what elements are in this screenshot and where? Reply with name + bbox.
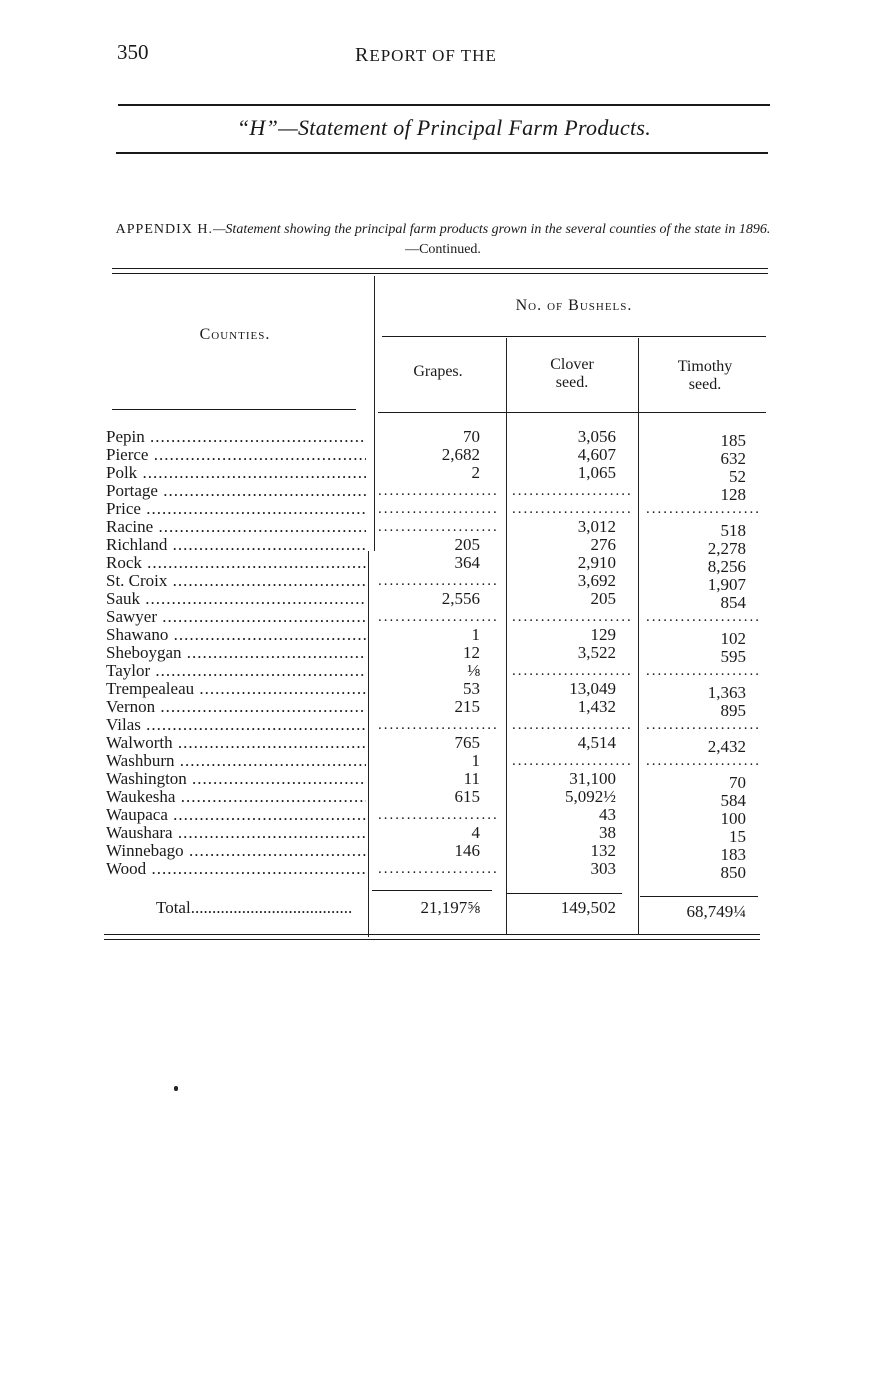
ink-speck xyxy=(174,1086,178,1091)
county-name: Pierce ..... xyxy=(106,446,366,464)
grapes-leader-dots xyxy=(378,572,498,590)
table-row xyxy=(0,787,872,810)
column-header-grapes-line1: Grapes. xyxy=(413,363,463,380)
county-name: Washington ..... xyxy=(106,770,366,788)
timothy-value: 183 xyxy=(720,845,746,864)
clover-value: 3,692 xyxy=(577,571,616,590)
clover-value: 205 xyxy=(590,589,616,608)
total-grapes: 21,197⅝ xyxy=(420,898,480,917)
clover-value: 1,065 xyxy=(577,463,616,482)
timothy-value: 70 xyxy=(729,773,746,792)
timothy-value: 52 xyxy=(729,467,746,486)
group-header-rule xyxy=(382,336,766,337)
clover-leader-dots xyxy=(512,662,630,680)
grapes-value: 215 xyxy=(454,697,480,716)
county-name: Pepin ..... xyxy=(106,428,366,446)
total-label: Total ..... xyxy=(156,898,362,918)
timothy-leader-dots xyxy=(646,752,762,770)
grapes-leader-dots xyxy=(378,482,498,500)
clover-value: 31,100 xyxy=(569,769,616,788)
clover-value: 276 xyxy=(590,535,616,554)
title-rule-top xyxy=(118,104,770,106)
clover-leader-dots xyxy=(512,752,630,770)
county-name: Richland ..... xyxy=(106,536,366,554)
grapes-value: 364 xyxy=(454,553,480,572)
county-name: Polk ..... xyxy=(106,464,366,482)
clover-value: 3,056 xyxy=(577,427,616,446)
county-name: Shawano ..... xyxy=(106,626,366,644)
clover-value: 4,607 xyxy=(577,445,616,464)
total-timothy: 68,749¼ xyxy=(686,902,746,921)
grapes-value: 2,682 xyxy=(441,445,480,464)
table-row xyxy=(0,697,872,720)
timothy-value: 895 xyxy=(720,701,746,720)
title-rule-bottom xyxy=(116,152,768,154)
timothy-value: 2,432 xyxy=(707,737,746,756)
table-row xyxy=(0,463,872,486)
total-rule-grapes xyxy=(372,890,492,891)
group-header: No. of Bushels. xyxy=(515,297,633,314)
column-header-timothy-line2: seed. xyxy=(688,376,722,393)
county-name: Vernon ..... xyxy=(106,698,366,716)
grapes-value: 11 xyxy=(463,769,480,788)
county-name: Taylor ..... xyxy=(106,662,366,680)
grapes-value: 1 xyxy=(471,751,480,770)
county-name: Waupaca ..... xyxy=(106,806,366,824)
clover-leader-dots xyxy=(512,482,630,500)
grapes-leader-dots xyxy=(378,518,498,536)
clover-value: 129 xyxy=(590,625,616,644)
county-name: Racine ..... xyxy=(106,518,366,536)
timothy-value: 854 xyxy=(720,593,746,612)
table-row xyxy=(0,733,872,756)
timothy-value: 632 xyxy=(720,449,746,468)
timothy-value: 595 xyxy=(720,647,746,666)
county-name: Waushara ..... xyxy=(106,824,366,842)
county-name: Sawyer ..... xyxy=(106,608,366,626)
table-rule-bottom-2 xyxy=(104,939,760,940)
grapes-value: 765 xyxy=(454,733,480,752)
county-name: Price ..... xyxy=(106,500,366,518)
table-rule-top-2 xyxy=(112,273,768,274)
timothy-value: 15 xyxy=(729,827,746,846)
table-caption xyxy=(112,220,774,260)
grapes-value: 1 xyxy=(471,625,480,644)
total-row xyxy=(0,898,872,920)
county-name: Trempealeau ..... xyxy=(106,680,366,698)
table-row xyxy=(0,662,872,680)
timothy-leader-dots xyxy=(646,716,762,734)
timothy-leader-dots xyxy=(646,662,762,680)
stub-header: Counties. xyxy=(199,326,271,343)
table-row xyxy=(0,752,872,770)
timothy-value: 185 xyxy=(720,431,746,450)
timothy-value: 2,278 xyxy=(707,539,746,558)
clover-leader-dots xyxy=(512,716,630,734)
table-row xyxy=(0,517,872,540)
running-head xyxy=(355,44,497,67)
column-header-clover-line2: seed. xyxy=(555,374,589,391)
section-title: “H”—Statement of Principal Farm Products. xyxy=(236,115,652,140)
clover-value: 5,092½ xyxy=(565,787,616,806)
timothy-value: 128 xyxy=(720,485,746,504)
table-row xyxy=(0,679,872,702)
timothy-value: 518 xyxy=(720,521,746,540)
total-clover: 149,502 xyxy=(560,898,616,917)
table-row xyxy=(0,769,872,792)
timothy-value: 100 xyxy=(720,809,746,828)
clover-value: 43 xyxy=(599,805,616,824)
timothy-value: 8,256 xyxy=(707,557,746,576)
grapes-value: 70 xyxy=(463,427,480,446)
total-rule-clover xyxy=(506,893,622,894)
county-name: Winnebago ..... xyxy=(106,842,366,860)
table-row xyxy=(0,571,872,594)
table-row xyxy=(0,445,872,468)
timothy-value: 1,363 xyxy=(707,683,746,702)
grapes-value: 205 xyxy=(454,535,480,554)
timothy-leader-dots xyxy=(646,500,762,518)
county-name: Waukesha ..... xyxy=(106,788,366,806)
table-row xyxy=(0,482,872,504)
grapes-value: 2 xyxy=(471,463,480,482)
column-header-rule xyxy=(378,412,766,413)
timothy-value: 1,907 xyxy=(707,575,746,594)
page-number: 350 xyxy=(117,40,149,64)
county-name: Wood ..... xyxy=(106,860,366,878)
grapes-value: 146 xyxy=(454,841,480,860)
stub-header-rule xyxy=(112,409,356,410)
column-header-timothy-line1: Timothy xyxy=(677,358,733,375)
clover-value: 303 xyxy=(590,859,616,878)
table-row xyxy=(0,608,872,626)
county-name: Portage ..... xyxy=(106,482,366,500)
county-name: Sheboygan ..... xyxy=(106,644,366,662)
clover-value: 4,514 xyxy=(577,733,616,752)
clover-value: 1,432 xyxy=(577,697,616,716)
table-row xyxy=(0,427,872,450)
county-name: Walworth ..... xyxy=(106,734,366,752)
total-rule-timothy xyxy=(640,896,758,897)
clover-value: 13,049 xyxy=(569,679,616,698)
clover-leader-dots xyxy=(512,608,630,626)
county-name: Vilas ..... xyxy=(106,716,366,734)
grapes-leader-dots xyxy=(378,500,498,518)
table-rule-bottom-1 xyxy=(104,934,760,935)
timothy-value: 584 xyxy=(720,791,746,810)
timothy-value: 850 xyxy=(720,863,746,882)
timothy-value: 102 xyxy=(720,629,746,648)
table-row xyxy=(0,716,872,734)
grapes-value: 615 xyxy=(454,787,480,806)
table-row xyxy=(0,841,872,864)
table-rule-top-1 xyxy=(112,268,768,269)
running-head-initial: R xyxy=(355,44,370,66)
table-row xyxy=(0,823,872,846)
column-header-clover-line1: Clover xyxy=(550,356,594,373)
clover-value: 132 xyxy=(590,841,616,860)
timothy-leader-dots xyxy=(646,608,762,626)
county-name: Rock ..... xyxy=(106,554,366,572)
grapes-value: 2,556 xyxy=(441,589,480,608)
clover-value: 2,910 xyxy=(577,553,616,572)
table-row xyxy=(0,589,872,612)
table-row xyxy=(0,643,872,666)
column-header-timothy xyxy=(644,358,766,394)
county-name: Washburn ..... xyxy=(106,752,366,770)
grapes-value: 4 xyxy=(471,823,480,842)
column-header-grapes xyxy=(378,363,498,381)
table-row xyxy=(0,625,872,648)
caption-tail: —Continued. xyxy=(405,242,481,257)
county-name: St. Croix ..... xyxy=(106,572,366,590)
table-row xyxy=(0,535,872,558)
column-header-clover xyxy=(510,356,634,392)
table-row xyxy=(0,859,872,882)
clover-value: 3,522 xyxy=(577,643,616,662)
table-row xyxy=(0,805,872,828)
clover-value: 38 xyxy=(599,823,616,842)
caption-italic: —Statement showing the principal farm products grown in the several counties of the state in 1896. xyxy=(212,222,771,237)
grapes-leader-dots xyxy=(378,806,498,824)
grapes-leader-dots xyxy=(378,860,498,878)
clover-value: 3,012 xyxy=(577,517,616,536)
grapes-value: ⅛ xyxy=(467,661,480,680)
grapes-value: 53 xyxy=(463,679,480,698)
running-head-rest: EPORT OF THE xyxy=(369,46,497,65)
grapes-leader-dots xyxy=(378,608,498,626)
grapes-leader-dots xyxy=(378,716,498,734)
caption-lead: APPENDIX H. xyxy=(115,222,213,237)
table-row xyxy=(0,500,872,518)
clover-leader-dots xyxy=(512,500,630,518)
county-name: Sauk ..... xyxy=(106,590,366,608)
table-row xyxy=(0,553,872,576)
grapes-value: 12 xyxy=(463,643,480,662)
